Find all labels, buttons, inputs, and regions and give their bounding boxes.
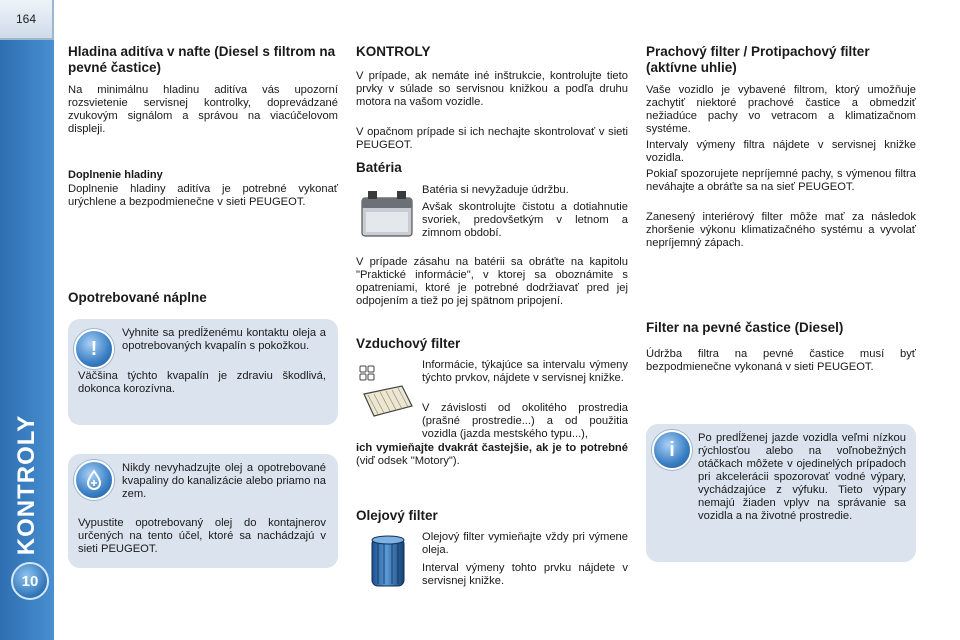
- battery-icon: [358, 186, 416, 240]
- dust-filter-text-4: Zanesený interiérový filter môže mať za následok zhoršenie výkonu klimatizačného systému a vyvolať nepríjemný zápach.: [646, 211, 916, 249]
- heading-battery: Batéria: [356, 160, 402, 175]
- air-filter-emphasis: ich vymieňajte dvakrát častejšie, ak je to potrebné: [356, 442, 628, 454]
- info-box: [646, 424, 916, 562]
- heading-air-filter: Vzduchový filter: [356, 336, 461, 351]
- heading-dust-filter: Prachový filter / Protipachový filter (aktívne uhlie): [646, 44, 870, 75]
- heading-oil-filter: Olejový filter: [356, 508, 438, 523]
- recycle-drop-glyph: [84, 469, 104, 491]
- warning-box: [68, 319, 338, 425]
- air-filter-text-2a: V závislosti od okolitého prostredia (prašné prostredie...) a od použitia vozidla (jazda mestského typu...),: [422, 402, 628, 440]
- battery-text-2: Avšak skontrolujte čistotu a dotiahnutie svoriek, predovšetkým v letnom a zimnom období.: [422, 201, 628, 239]
- recycle-drop-icon: [74, 460, 114, 500]
- text-refill: Doplnenie hladiny aditíva je potrebné vykonať urýchlene a bezpodmienečne v sieti PEUGEOT.: [68, 183, 338, 208]
- chapter-title: [2, 414, 52, 556]
- environment-box: [68, 454, 338, 568]
- battery-text-3: V prípade zásahu na batérii sa obráťte na kapitolu "Praktické informácie", v ktorej sa oboznámite s opatreniami, ktoré je potrebné dodržiavať pred jej odpojením a tiež po jej spätnom pripojení.: [356, 256, 628, 307]
- environment-text-2: Vypustite opotrebovaný olej do kontajnerov určených na tento účel, ktoré sa nachádzajú v sieti PEUGEOT.: [78, 517, 326, 555]
- oil-filter-text-1: Olejový filter vymieňajte vždy pri výmene oleja.: [422, 531, 628, 556]
- page-number-text: 164: [15, 12, 37, 26]
- battery-text-1: Batéria si nevyžaduje údržbu.: [422, 184, 569, 196]
- environment-text-1: Nikdy nevyhadzujte olej a opotrebované kvapaliny do kanalizácie alebo priamo na zem.: [122, 462, 326, 500]
- air-filter-ref: (viď odsek "Motory").: [356, 455, 460, 467]
- air-filter-icon: [358, 364, 416, 424]
- text-additive-warning: Na minimálnu hladinu aditíva vás upozorní rozsvietenie servisnej kontrolky, doprevádzané zvukovým signálom a správou na viacúčelovom displeji.: [68, 84, 338, 135]
- dust-filter-text-2: Intervaly výmeny filtra nájdete v servisnej knižke vozidla.: [646, 139, 916, 164]
- warning-text-2: Väčšina týchto kvapalín je zdraviu škodlivá, dokonca korozívna.: [78, 370, 326, 395]
- warning-text-1: Vyhnite sa predĺženému kontaktu oleja a opotrebovaných kvapalín s pokožkou.: [122, 327, 326, 352]
- heading-additive-level: Hladina aditíva v nafte (Diesel s filtrom na pevné častice): [68, 44, 336, 75]
- dust-filter-text-1: Vaše vozidlo je vybavené filtrom, ktorý umožňuje zachytiť niektoré prachové častice a obmedziť nežiadúce pachy vo vetracom a klimatizačnom systéme.: [646, 84, 916, 135]
- air-filter-text-2b: [356, 442, 628, 468]
- info-text: Po predĺženej jazde vozidla veľmi nízkou rýchlosťou alebo na voľnobežných otáčkach môžete v ojedinelých prípadoch pri akcelerácii spozorovať vodné výpary, vychádzajúce z výfuku. Tieto výpary nemajú žiaden vplyv na správanie sa vozidla a na životné prostredie.: [698, 432, 906, 522]
- chapter-title-text: KONTROLY: [13, 414, 40, 556]
- chapter-number: 10: [21, 572, 39, 590]
- info-icon: i: [652, 430, 692, 470]
- exclamation-icon: !: [74, 329, 114, 369]
- oil-filter-text-2: Interval výmeny tohto prvku nájdete v servisnej knižke.: [422, 562, 628, 587]
- chapter-badge: [11, 562, 49, 600]
- air-filter-text-1: Informácie, týkajúce sa intervalu výmeny týchto prvkov, nájdete v servisnej knižke.: [422, 359, 628, 384]
- particle-filter-text: Údržba filtra na pevné častice musí byť bezpodmienečne vykonaná v sieti PEUGEOT.: [646, 348, 916, 373]
- text-checks-2: V opačnom prípade si ich nechajte skontrolovať v sieti PEUGEOT.: [356, 126, 628, 151]
- dust-filter-text-3: Pokiaľ spozorujete nepríjemné pachy, s výmenou filtra neváhajte a obráťte sa na sieť PEUGEOT.: [646, 168, 916, 193]
- page-number: [0, 0, 54, 40]
- heading-checks: KONTROLY: [356, 44, 431, 59]
- heading-particle-filter: Filter na pevné častice (Diesel): [646, 320, 844, 335]
- heading-used-fluids: Opotrebované náplne: [68, 290, 207, 305]
- text-checks-1: V prípade, ak nemáte iné inštrukcie, kontrolujte tieto prvky v súlade so servisnou knižkou a podľa druhu motora na vašom vozidle.: [356, 70, 628, 108]
- oil-filter-icon: [368, 534, 408, 590]
- heading-refill: Doplnenie hladiny: [68, 169, 163, 181]
